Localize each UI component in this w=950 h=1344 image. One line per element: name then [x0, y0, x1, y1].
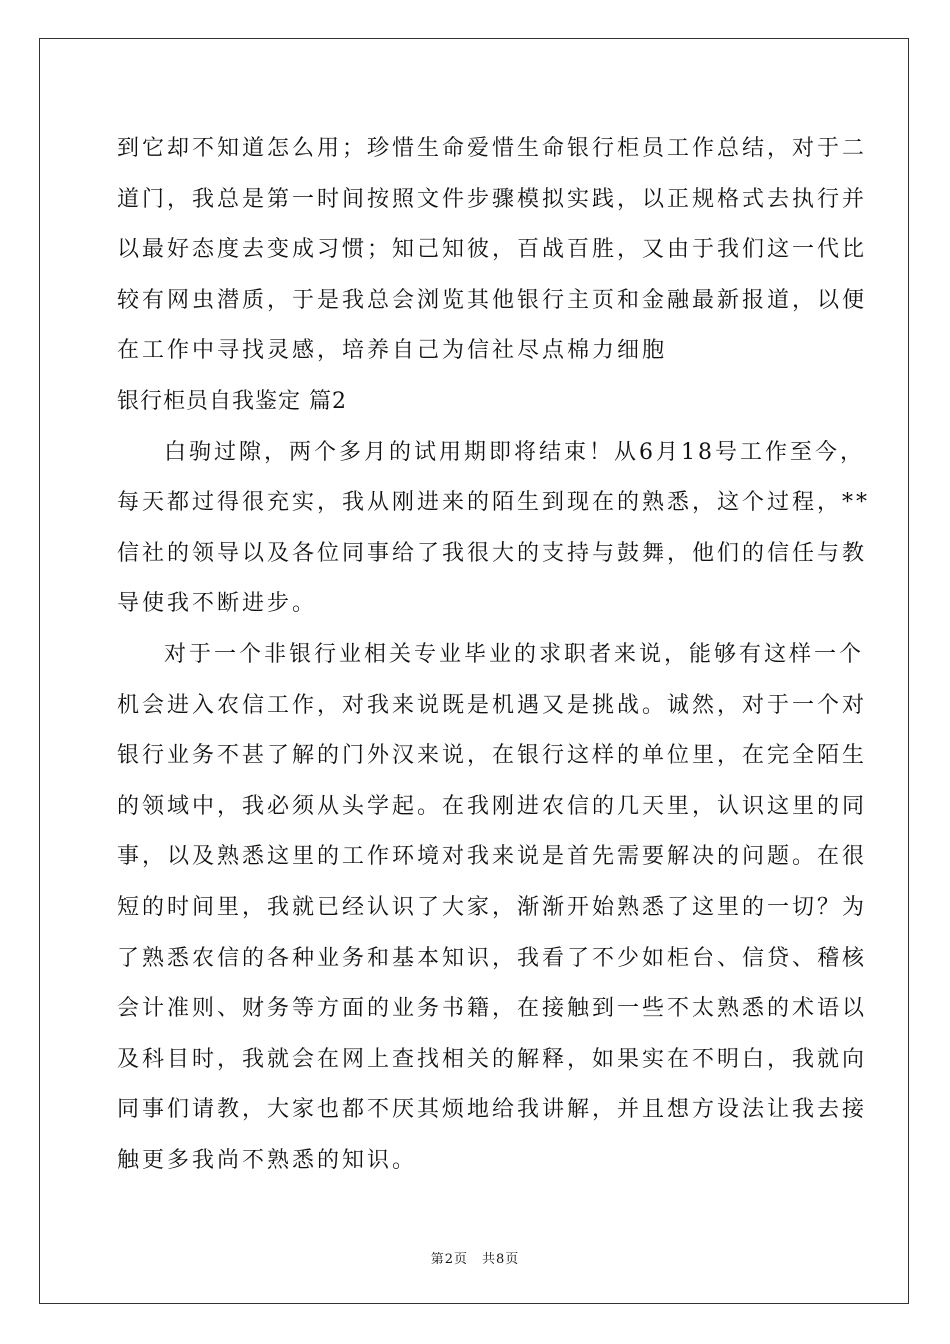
paragraph-continued: [117, 124, 868, 377]
text-line: 道门，我总是第一时间按照文件步骤模拟实践，以正规格式去执行并: [117, 186, 868, 212]
text-line: 触更多我尚不熟悉的知识。: [117, 1147, 418, 1173]
text-line: 信社的领导以及各位同事给了我很大的支持与鼓舞，他们的信任与教: [117, 540, 868, 566]
page-number: 第2页 共8页: [430, 1252, 520, 1267]
text-line: 及科目时，我就会在网上查找相关的解释，如果实在不明白，我就向: [117, 1046, 868, 1072]
text-line: 对于一个非银行业相关专业毕业的求职者来说，能够有这样一个: [164, 641, 865, 667]
paragraph-3: [117, 630, 868, 1187]
text-line: 银行业务不甚了解的门外汉来说，在银行这样的单位里，在完全陌生: [117, 743, 868, 769]
text-line: 的领域中，我必须从头学起。在我刚进农信的几天里，认识这里的同: [117, 793, 868, 819]
text-line: 白驹过隙，两个多月的试用期即将结束！从6月18号工作至今，: [164, 439, 865, 465]
text-line: 导使我不断进步。: [117, 591, 318, 617]
document-body: [117, 124, 871, 1186]
text-line: 以最好态度去变成习惯；知己知彼，百战百胜，又由于我们这一代比: [117, 237, 868, 263]
text-line: 短的时间里，我就已经认识了大家，渐渐开始熟悉了这里的一切？为: [117, 894, 868, 920]
text-line: 会计准则、财务等方面的业务书籍，在接触到一些不太熟悉的术语以: [117, 996, 868, 1022]
text-line: 事，以及熟悉这里的工作环境对我来说是首先需要解决的问题。在很: [117, 844, 868, 870]
section-heading: 银行柜员自我鉴定 篇2: [117, 388, 347, 414]
text-line: 同事们请教，大家也都不厌其烦地给我讲解，并且想方设法让我去接: [117, 1097, 868, 1123]
text-line: 在工作中寻找灵感，培养自己为信社尽点棉力细胞: [117, 338, 668, 364]
text-line: 较有网虫潜质，于是我总会浏览其他银行主页和金融最新报道，以便: [117, 287, 868, 313]
text-line: 到它却不知道怎么用；珍惜生命爱惜生命银行柜员工作总结，对于二: [117, 136, 868, 161]
paragraph-2: [117, 428, 871, 630]
text-line: 每天都过得很充实，我从刚进来的陌生到现在的熟悉，这个过程，**: [117, 490, 871, 516]
text-line: 了熟悉农信的各种业务和基本知识，我看了不少如柜台、信贷、稽核: [117, 945, 868, 971]
text-line: 机会进入农信工作，对我来说既是机遇又是挑战。诚然，对于一个对: [117, 692, 868, 718]
